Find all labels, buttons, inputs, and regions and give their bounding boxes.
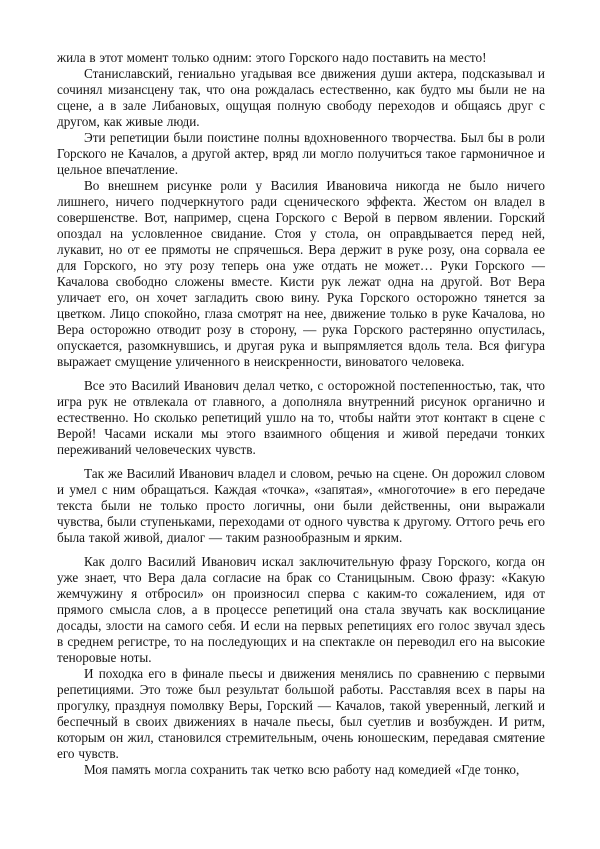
paragraph-4: Во внешнем рисунке роли у Василия Ивановича никогда не было ничего лишнего, ничего подчеркнутого ради сценического эффекта. Жестом он владел в совершенстве. Вот, например, сцена Горского с Верой в первом явлении. Горский опоздал на условленное свидание. Стоя у стола, он оправдывается перед ней, лукавит, но от ее прямоты не спрячешься. Вера держит в руке розу, она сорвала ее для Горского, но эту розу теперь она уже отдать не может… Руки Горского — Качалова свободно сложены вместе. Кисти рук лежат одна на другой. Вот Вера уличает его, он хочет загладить свою вину. Рука Горского осторожно тянется за цветком. Лицо спокойно, глаза смотрят на нее, движение только в руке Качалова, но Вера осторожно отводит розу в сторону, — рука Горского растерянно опустилась, опускается, разомкнувшись, и другая рука и выпрямляется вдоль тела. Вся фигура выражает смущение уличенного в неискренности, виноватого человека. <box>57 178 545 369</box>
paragraph-6: Так же Василий Иванович владел и словом, речью на сцене. Он дорожил словом и умел с ним обращаться. Каждая «точка», «запятая», «многоточие» в его передаче текста были не только просто логичны, они были действенны, они выражали чувства, были ступеньками, переходами от одного чувства к другому. Оттого речь его была такой живой, диалог — таким разнообразным и ярким. <box>57 466 545 545</box>
paragraph-9: Моя память могла сохранить так четко всю работу над комедией «Где тонко, <box>84 762 520 777</box>
paragraph-7: Как долго Василий Иванович искал заключительную фразу Горского, когда он уже знает, что Вера дала согласие на брак со Станицыным. Свою фразу: «Какую жемчужину я отбросил» он произносил сперва с каким-то сожалением, идя от прямого смысла слов, а в процессе репетиций она стала звучать как восклицание досады, злости на самого себя. И если на первых репетициях его голос звучал здесь в среднем регистре, то на последующих и на спектакле он переводил его на высокие теноровые ноты. <box>57 554 545 665</box>
paragraph-2: Станиславский, гениально угадывая все движения души актера, подсказывал и сочинял мизансцену так, что она рождалась естественно, как будто мы были не на сцене, а в зале Либановых, ощущая полную свободу переходов и общаясь друг с другом, как живые люди. <box>57 66 545 129</box>
paragraph-5: Все это Василий Иванович делал четко, с осторожной постепенностью, так, что игра рук не отвлекала от главного, а дополняла внутренний рисунок органично и естественно. Но сколько репетиций ушло на то, чтобы найти этот контакт в сцене с Верой! Часами искали мы этого взаимного общения и живой передачи тонких переживаний человеческих чувств. <box>57 378 545 457</box>
paragraph-8: И походка его в финале пьесы и движения менялись по сравнению с первыми репетициями. Это тоже был результат большой работы. Расставляя всех в пары на прогулку, празднуя помолвку Веры, Горский — Качалов, такой уверенный, легкий и беспечный в своих движениях в начале пьесы, был суетлив и возбужден. И ритм, которым он жил, становился стремительным, очень юношеским, передавая смятение его чувств. <box>57 666 545 761</box>
paragraph-3: Эти репетиции были поистине полны вдохновенного творчества. Был бы в роли Горского не Качалов, а другой актер, вряд ли могло получиться такое гармоничное и цельное впечатление. <box>57 130 545 177</box>
paragraph-1: жила в этот момент только одним: этого Горского надо поставить на место! <box>57 50 487 65</box>
